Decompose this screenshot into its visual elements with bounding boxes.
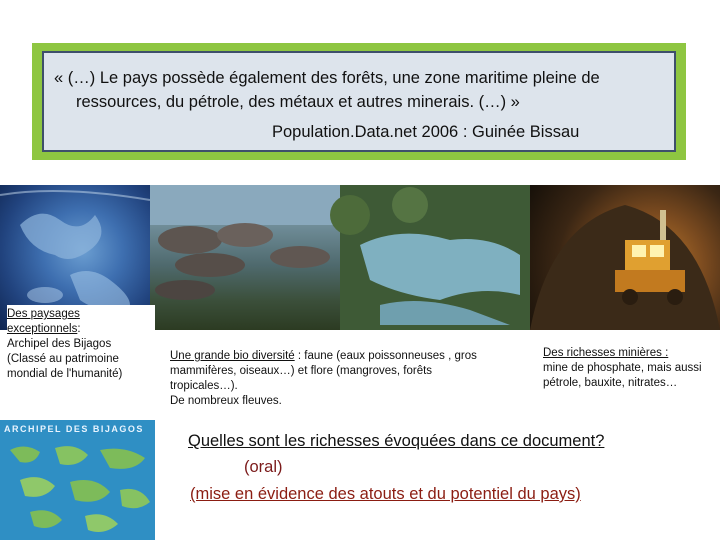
caption-biodiversity: [170, 349, 500, 409]
quote-frame: [32, 43, 686, 160]
caption-mining: [543, 346, 718, 391]
archipelago-map-image: [0, 420, 155, 540]
hippo-river-image: [150, 185, 530, 330]
caption-landscapes-body1: Archipel des Bijagos: [7, 338, 112, 350]
oral-note: (oral): [244, 458, 283, 476]
caption-landscapes-title: Des paysages exceptionnels: [7, 308, 80, 335]
quote-line-1: « (…) Le pays possède également des forêts, une zone maritime pleine de: [54, 69, 600, 87]
caption-mining-title: Des richesses minières :: [543, 347, 669, 359]
quote-source: Population.Data.net 2006 : Guinée Bissau: [272, 123, 580, 141]
bijagos-map: [0, 420, 155, 540]
caption-biodiversity-body: : faune (eaux poissonneuses , gros mammifères, oiseaux…) et flore (mangroves, forêts tropicales…).: [170, 350, 477, 392]
map-title: ARCHIPEL DES BIJAGOS: [4, 424, 144, 434]
caption-biodiversity-title: Une grande bio diversité: [170, 350, 295, 362]
hippo-landscape-photo: [150, 185, 530, 330]
mine-photo: [530, 185, 720, 330]
caption-mining-body: mine de phosphate, mais aussi pétrole, bauxite, nitrates…: [543, 362, 702, 389]
question-text: Quelles sont les richesses évoquées dans ce document?: [188, 432, 605, 450]
caption-landscapes-body2: (Classé au patrimoine mondial de l'humanité): [7, 353, 123, 380]
mine-tunnel-image: [530, 185, 720, 330]
quote-box: [42, 51, 676, 152]
emphasis-note: (mise en évidence des atouts et du potentiel du pays): [190, 485, 581, 503]
caption-biodiversity-body2: De nombreux fleuves.: [170, 395, 282, 407]
caption-landscapes: [7, 305, 155, 384]
quote-line-2: ressources, du pétrole, des métaux et autres minerais. (…) »: [76, 93, 520, 111]
caption-landscapes-colon: :: [77, 323, 81, 335]
